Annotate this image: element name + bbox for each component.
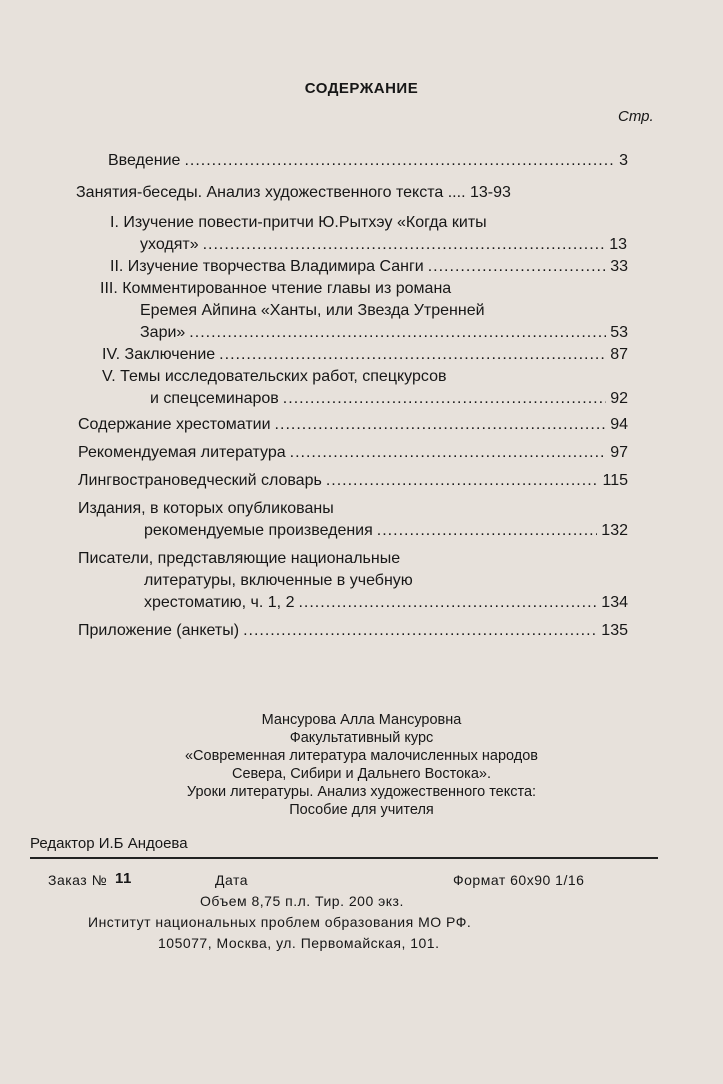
leader-dots <box>298 594 597 612</box>
page-title: СОДЕРЖАНИЕ <box>304 80 419 97</box>
leader-dots <box>326 472 599 490</box>
toc-page-number: 115 <box>602 472 628 489</box>
toc-entry-label: и спецсеминаров <box>150 390 279 407</box>
toc-entry-label: литературы, включенные в учебную <box>144 572 413 589</box>
toc-page-number: 13 <box>609 236 627 253</box>
toc-entry-label: рекомендуемые произведения <box>144 522 373 539</box>
volume-info: Объем 8,75 п.л. Тир. 200 экз. <box>200 893 404 909</box>
toc-entry-editions <box>144 522 628 540</box>
toc-entry-item3 <box>140 324 628 342</box>
toc-page-number: 134 <box>601 594 628 611</box>
toc-entry-intro <box>108 152 628 170</box>
toc-entry-appendix <box>78 622 628 640</box>
toc-entry-label: Приложение (анкеты) <box>78 622 240 639</box>
toc-entry-label: I. Изучение повести-притчи Ю.Рытхэу «Когда киты <box>110 214 487 231</box>
address-info: 105077, Москва, ул. Первомайская, 101. <box>158 935 440 951</box>
toc-entry-item1 <box>140 236 627 254</box>
toc-entry-label: II. Изучение творчества Владимира Санги <box>110 258 424 275</box>
toc-entry-item4 <box>102 346 628 364</box>
toc-page-number: 53 <box>610 324 628 341</box>
pages-column-label: Стр. <box>618 108 654 125</box>
leader-dots <box>283 390 606 408</box>
imprint-subtitle-line: Севера, Сибири и Дальнего Востока». <box>231 766 491 782</box>
divider-line <box>30 857 658 859</box>
leader-dots <box>203 236 606 254</box>
imprint-subtitle-line: Пособие для учителя <box>289 802 434 818</box>
toc-entry-label: Содержание хрестоматии <box>78 416 271 433</box>
toc-entry-label: V. Темы исследовательских работ, спецкурсов <box>102 368 447 385</box>
toc-entry-label: Писатели, представляющие национальные <box>78 550 401 567</box>
toc-entry-label: III. Комментированное чтение главы из романа <box>100 280 452 297</box>
leader-dots <box>275 416 607 434</box>
toc-page-number: 92 <box>610 390 628 407</box>
toc-page-number: 3 <box>619 152 628 169</box>
toc-entry-item2 <box>110 258 628 276</box>
toc-entry-literature <box>78 444 628 462</box>
order-number: 11 <box>115 870 132 887</box>
toc-entry-writers <box>144 594 628 612</box>
toc-entry-dictionary <box>78 472 628 490</box>
imprint-subtitle-line: Уроки литературы. Анализ художественного текста: <box>186 784 537 800</box>
toc-entry-label: IV. Заключение <box>102 346 216 363</box>
toc-entry-item5 <box>150 390 628 408</box>
leader-dots <box>428 258 606 276</box>
leader-dots <box>377 522 598 540</box>
institute-info: Институт национальных проблем образования МО РФ. <box>88 914 472 930</box>
order-label: Заказ № <box>48 872 108 888</box>
toc-page-number: 135 <box>601 622 628 639</box>
date-label: Дата <box>215 872 249 888</box>
leader-dots <box>243 622 597 640</box>
imprint-author: Мансурова Алла Мансуровна <box>261 712 462 728</box>
toc-page-number: 87 <box>610 346 628 363</box>
toc-entry-label: хрестоматию, ч. 1, 2 <box>144 594 295 611</box>
toc-entry-label: Лингвострановедческий словарь <box>78 472 322 489</box>
toc-entry-label: Еремея Айпина «Ханты, или Звезда Утренней <box>140 302 485 319</box>
toc-entry-label: уходят» <box>140 236 199 253</box>
leader-dots <box>184 152 615 170</box>
toc-page-number: 33 <box>610 258 628 275</box>
leader-dots <box>219 346 606 364</box>
toc-section-heading: Занятия-беседы. Анализ художественного текста .... 13-93 <box>76 184 511 201</box>
toc-entry-label: Зари» <box>140 324 186 341</box>
toc-entry-label: Введение <box>108 152 181 169</box>
leader-dots <box>189 324 606 342</box>
format-info: Формат 60х90 1/16 <box>453 872 585 888</box>
imprint-subtitle-line: «Современная литература малочисленных народов <box>184 748 539 764</box>
leader-dots <box>290 444 607 462</box>
toc-entry-label: Рекомендуемая литература <box>78 444 286 461</box>
toc-entry-chrestomathy <box>78 416 628 434</box>
toc-entry-label: Издания, в которых опубликованы <box>78 500 334 517</box>
toc-page-number: 97 <box>610 444 628 461</box>
imprint-editor: Редактор И.Б Андоева <box>30 835 188 852</box>
imprint-course: Факультативный курс <box>289 730 434 746</box>
toc-page-number: 94 <box>610 416 628 433</box>
toc-page-number: 132 <box>601 522 628 539</box>
